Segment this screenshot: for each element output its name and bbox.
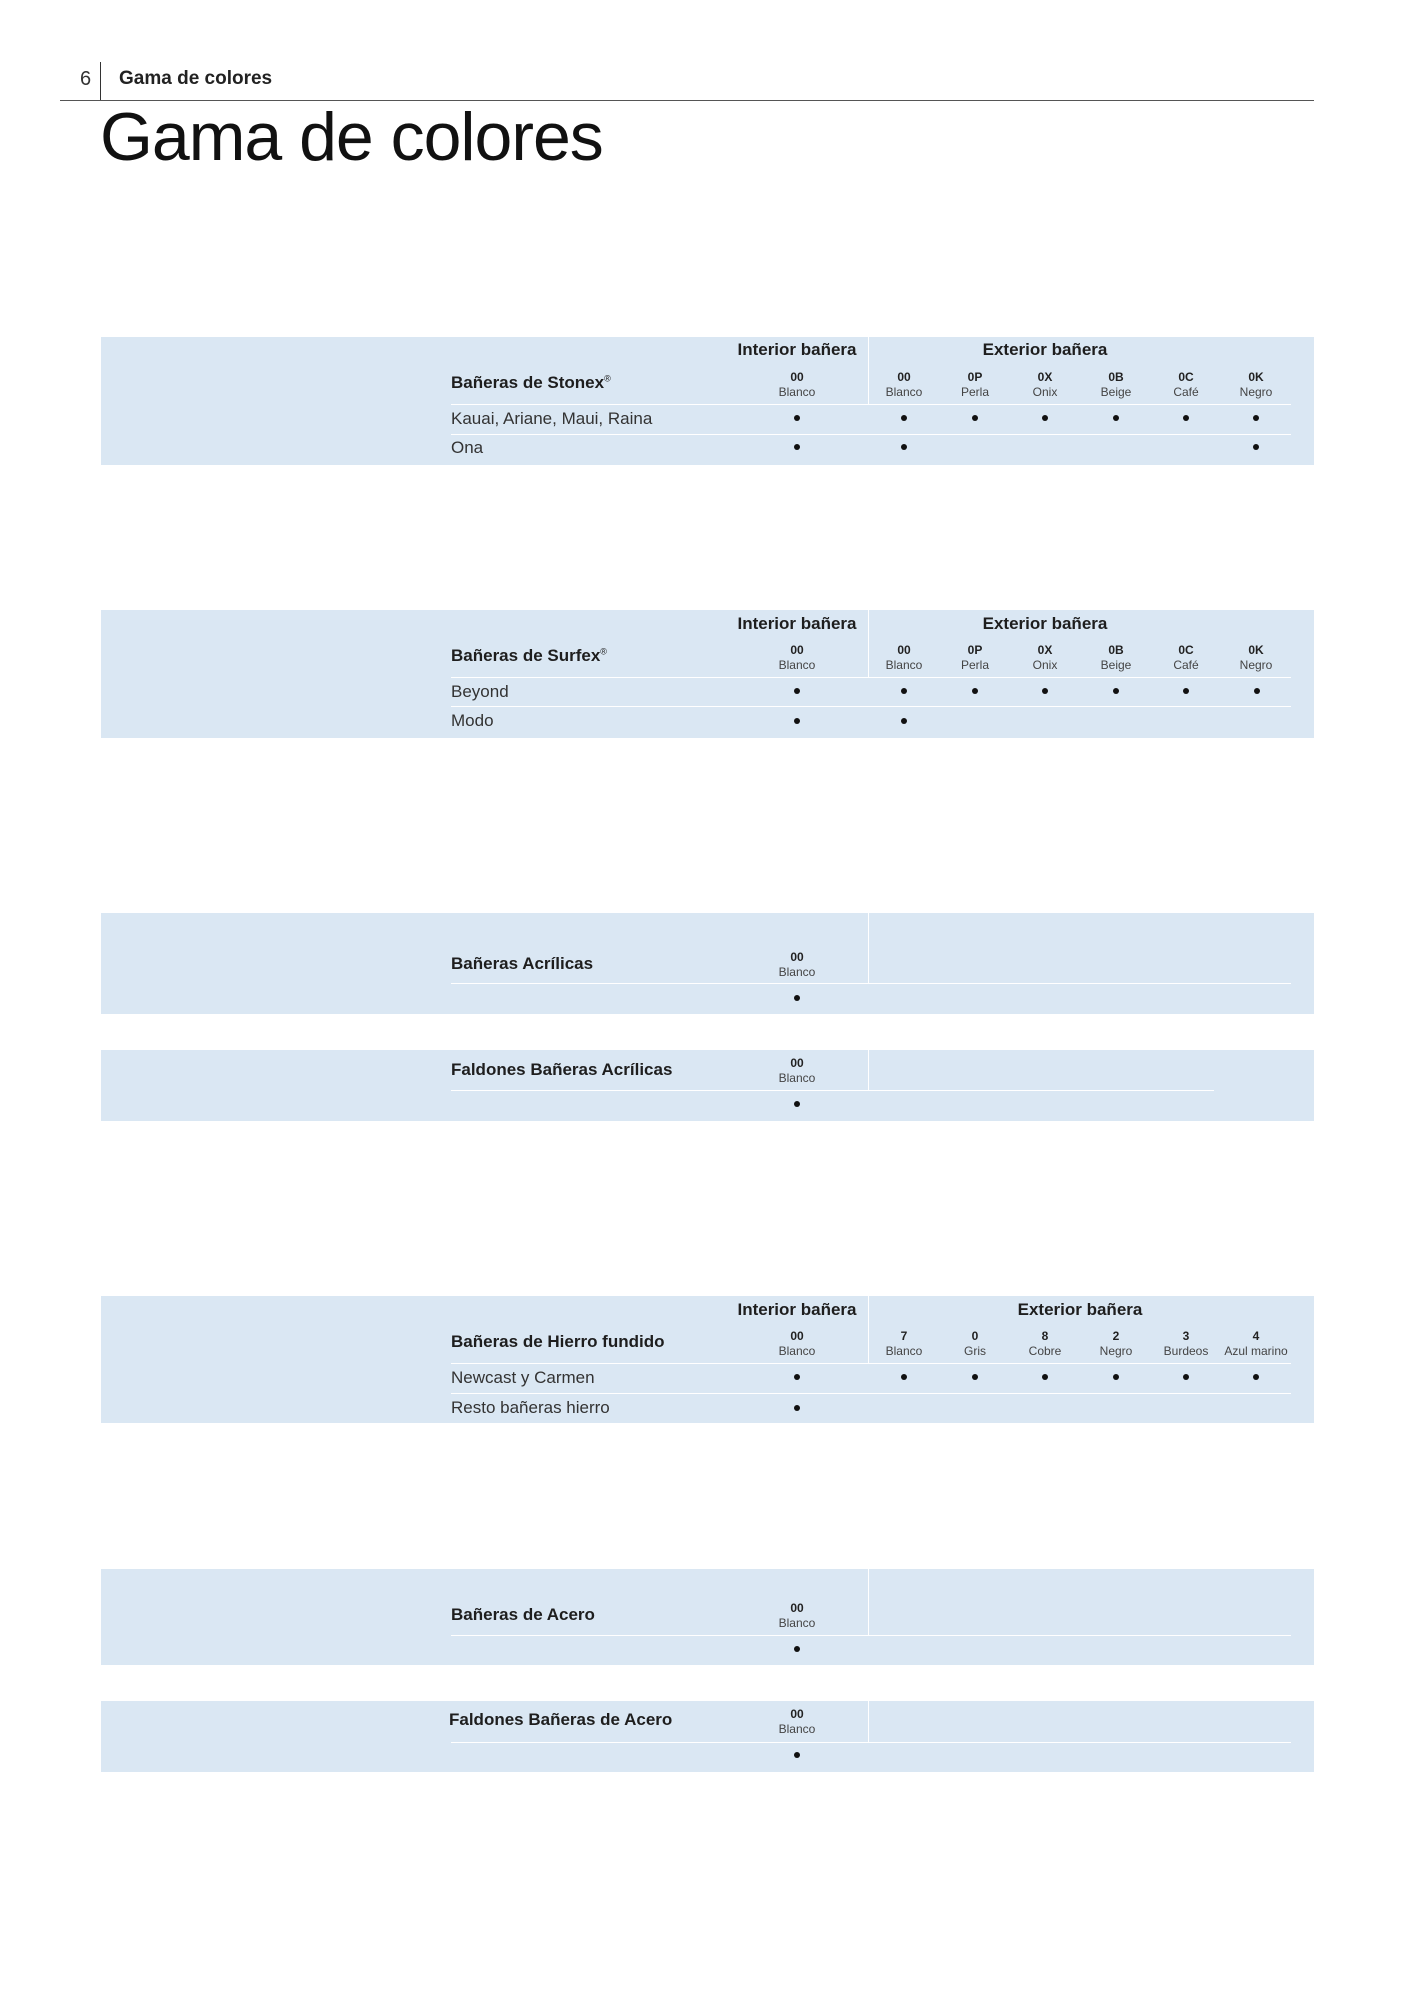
faldones-acrilicas-table-panel xyxy=(101,1050,1314,1121)
acrilicas-table-title: Bañeras Acrílicas xyxy=(451,954,594,973)
surfex-availability-dot xyxy=(901,688,907,694)
acrilicas-column-separator xyxy=(868,913,869,983)
stonex-exterior-col-onix: 0X Onix xyxy=(1032,370,1058,399)
surfex-exterior-col-cafe: 0C Café xyxy=(1173,643,1199,672)
surfex-availability-dot xyxy=(1183,688,1189,694)
header-section-title: Gama de colores xyxy=(119,68,273,89)
faldones-acero-col-blanco: 00 Blanco xyxy=(778,1707,816,1736)
hierro-exterior-col-burdeos: 3 Burdeos xyxy=(1163,1329,1209,1358)
hierro-row-label: Resto bañeras hierro xyxy=(451,1398,610,1417)
acero-availability-dot xyxy=(794,1646,800,1652)
surfex-availability-dot xyxy=(1254,688,1260,694)
stonex-header-rule xyxy=(451,404,1291,405)
surfex-table-title: Bañeras de Surfex® xyxy=(451,646,607,665)
faldones-acero-column-separator xyxy=(868,1701,869,1743)
header-divider xyxy=(100,62,101,100)
stonex-row-label: Kauai, Ariane, Maui, Raina xyxy=(451,409,653,428)
stonex-availability-dot xyxy=(1253,415,1259,421)
acero-col-blanco: 00 Blanco xyxy=(778,1601,816,1630)
acero-column-separator xyxy=(868,1569,869,1635)
hierro-interior-col-blanco: 00 Blanco xyxy=(778,1329,816,1358)
faldones-acrilicas-availability-dot xyxy=(794,1101,800,1107)
stonex-table-title: Bañeras de Stonex® xyxy=(451,373,611,392)
surfex-header-rule xyxy=(451,677,1291,678)
acero-header-rule xyxy=(451,1635,1291,1636)
surfex-interior-col-blanco: 00 Blanco xyxy=(778,643,816,672)
hierro-exterior-col-azul-marino: 4 Azul marino xyxy=(1224,1329,1288,1358)
stonex-availability-dot xyxy=(901,444,907,450)
surfex-availability-dot xyxy=(972,688,978,694)
stonex-row-rule xyxy=(451,434,1291,435)
surfex-interior-label: Interior bañera xyxy=(737,614,857,633)
faldones-acrilicas-table-title: Faldones Bañeras Acrílicas xyxy=(451,1060,673,1079)
stonex-availability-dot xyxy=(1183,415,1189,421)
stonex-availability-dot xyxy=(1113,415,1119,421)
surfex-exterior-col-negro: 0K Negro xyxy=(1239,643,1273,672)
acrilicas-col-blanco: 00 Blanco xyxy=(778,950,816,979)
hierro-exterior-col-negro: 2 Negro xyxy=(1099,1329,1133,1358)
hierro-row-rule xyxy=(451,1393,1291,1394)
hierro-availability-dot xyxy=(794,1405,800,1411)
acrilicas-table-panel xyxy=(101,913,1314,1014)
surfex-availability-dot xyxy=(1113,688,1119,694)
faldones-acero-header-rule xyxy=(451,1742,1291,1743)
surfex-availability-dot xyxy=(1042,688,1048,694)
surfex-row-label: Beyond xyxy=(451,682,509,701)
hierro-availability-dot xyxy=(1183,1374,1189,1380)
stonex-availability-dot xyxy=(1042,415,1048,421)
surfex-exterior-col-perla: 0P Perla xyxy=(960,643,989,672)
stonex-availability-dot xyxy=(1253,444,1259,450)
page-number: 6 xyxy=(80,68,92,90)
faldones-acero-availability-dot xyxy=(794,1752,800,1758)
page-title: Gama de colores xyxy=(100,99,603,175)
acero-table-title: Bañeras de Acero xyxy=(451,1605,595,1624)
stonex-availability-dot xyxy=(794,415,800,421)
surfex-row-label: Modo xyxy=(451,711,494,730)
stonex-availability-dot xyxy=(901,415,907,421)
hierro-exterior-col-gris: 0 Gris xyxy=(964,1329,986,1358)
faldones-acrilicas-header-rule xyxy=(451,1090,1214,1091)
acrilicas-availability-dot xyxy=(794,995,800,1001)
faldones-acero-table-panel xyxy=(101,1701,1314,1772)
faldones-acrilicas-col-blanco: 00 Blanco xyxy=(778,1056,816,1085)
hierro-availability-dot xyxy=(1042,1374,1048,1380)
stonex-availability-dot xyxy=(972,415,978,421)
surfex-availability-dot xyxy=(901,718,907,724)
hierro-availability-dot xyxy=(1253,1374,1259,1380)
surfex-availability-dot xyxy=(794,688,800,694)
surfex-exterior-col-onix: 0X Onix xyxy=(1032,643,1058,672)
stonex-interior-label: Interior bañera xyxy=(737,340,857,359)
acrilicas-header-rule xyxy=(451,983,1291,984)
stonex-exterior-col-cafe: 0C Café xyxy=(1173,370,1199,399)
surfex-row-rule xyxy=(451,706,1291,707)
faldones-acero-table-title: Faldones Bañeras de Acero xyxy=(449,1710,673,1729)
hierro-header-rule xyxy=(451,1363,1291,1364)
surfex-exterior-col-beige: 0B Beige xyxy=(1100,643,1132,672)
hierro-interior-label: Interior bañera xyxy=(737,1300,857,1319)
stonex-exterior-col-blanco: 00 Blanco xyxy=(885,370,923,399)
hierro-availability-dot xyxy=(901,1374,907,1380)
stonex-row-label: Ona xyxy=(451,438,484,457)
faldones-acrilicas-column-separator xyxy=(868,1050,869,1090)
hierro-availability-dot xyxy=(972,1374,978,1380)
stonex-exterior-col-negro: 0K Negro xyxy=(1239,370,1273,399)
stonex-exterior-col-perla: 0P Perla xyxy=(960,370,989,399)
surfex-availability-dot xyxy=(794,718,800,724)
hierro-exterior-label: Exterior bañera xyxy=(1017,1300,1143,1319)
hierro-row-label: Newcast y Carmen xyxy=(451,1368,595,1387)
hierro-exterior-col-cobre: 8 Cobre xyxy=(1028,1329,1062,1358)
stonex-exterior-col-beige: 0B Beige xyxy=(1100,370,1132,399)
hierro-availability-dot xyxy=(1113,1374,1119,1380)
surfex-exterior-label: Exterior bañera xyxy=(982,614,1108,633)
stonex-interior-col-blanco: 00 Blanco xyxy=(778,370,816,399)
hierro-table-title: Bañeras de Hierro fundido xyxy=(451,1332,665,1351)
hierro-exterior-col-blanco: 7 Blanco xyxy=(885,1329,923,1358)
surfex-exterior-col-blanco: 00 Blanco xyxy=(885,643,923,672)
stonex-exterior-label: Exterior bañera xyxy=(982,340,1108,359)
hierro-availability-dot xyxy=(794,1374,800,1380)
stonex-availability-dot xyxy=(794,444,800,450)
acero-table-panel xyxy=(101,1569,1314,1665)
